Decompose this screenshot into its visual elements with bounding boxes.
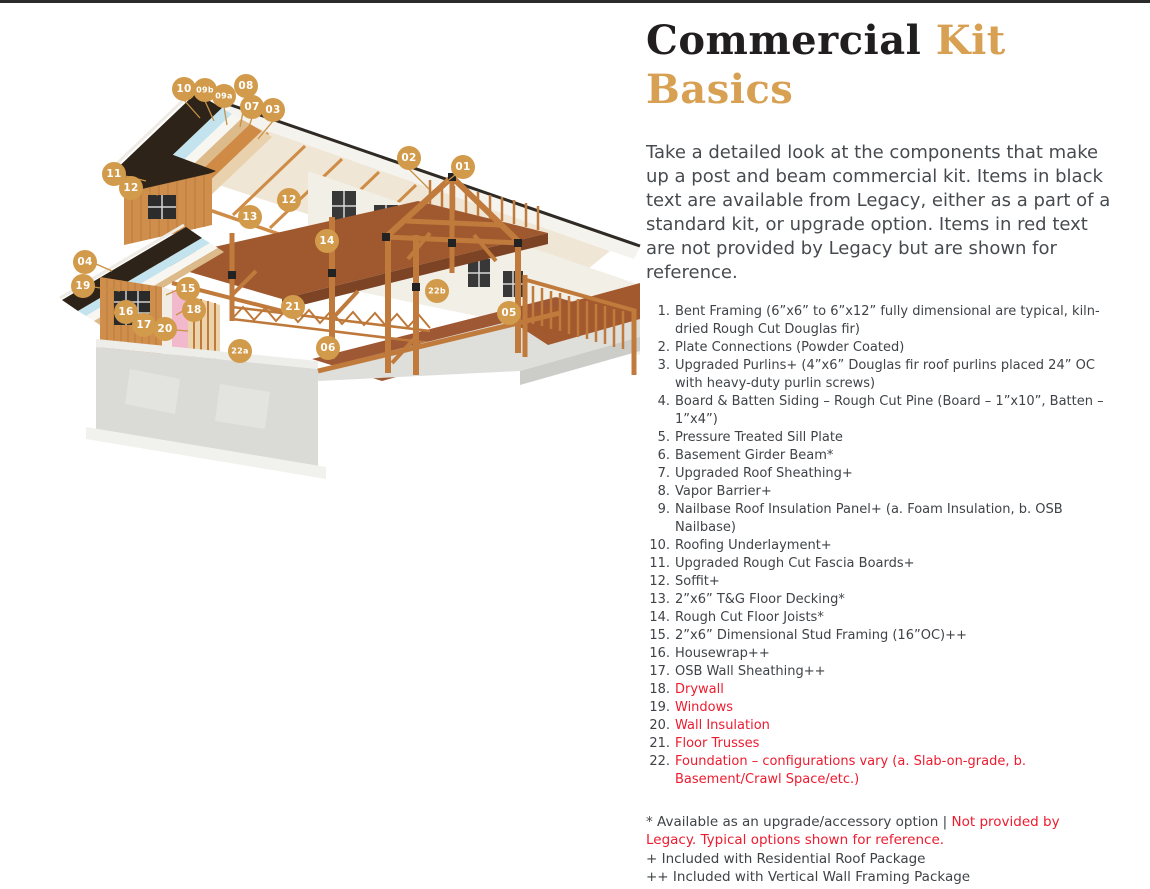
component-text: OSB Wall Sheathing++ (675, 663, 826, 679)
diagram-marker (132, 313, 156, 337)
component-list-item (646, 357, 1112, 393)
dormer-window (148, 195, 176, 219)
diagram-marker (497, 301, 521, 325)
diagram-marker (182, 298, 206, 322)
building-illustration (0, 19, 648, 489)
diagram-marker (212, 84, 236, 108)
component-number: 2. (657, 339, 670, 355)
svg-text:15: 15 (180, 283, 196, 295)
component-text: Windows (675, 699, 734, 715)
component-list-item (646, 681, 1112, 699)
footnotes (646, 813, 1112, 887)
diagram-marker (261, 98, 285, 122)
component-number: 8. (657, 483, 670, 499)
component-number: 21. (649, 735, 670, 751)
component-list-item (646, 573, 1112, 591)
component-text: Basement Girder Beam* (675, 447, 834, 463)
component-list-item (646, 735, 1112, 753)
component-text: Upgraded Purlins+ (4”x6” Douglas fir roof purlins placed 24” OC with heavy-duty purlin screws) (675, 357, 1095, 391)
component-number: 16. (649, 645, 670, 661)
svg-text:04: 04 (77, 256, 93, 268)
component-text: Upgraded Rough Cut Fascia Boards+ (675, 555, 915, 571)
component-number: 17. (649, 663, 670, 679)
svg-text:12: 12 (123, 182, 139, 194)
component-list-item (646, 753, 1112, 789)
foundation (86, 339, 326, 479)
component-list-item (646, 537, 1112, 555)
component-number: 14. (649, 609, 670, 625)
component-text: Nailbase Roof Insulation Panel+ (a. Foam Insulation, b. OSB Nailbase) (675, 501, 1063, 535)
svg-text:22b: 22b (428, 286, 446, 296)
footnote-roof-package: + Included with Residential Roof Package (646, 850, 926, 867)
article (646, 3, 1112, 887)
component-number: 15. (649, 627, 670, 643)
component-number: 5. (657, 429, 670, 445)
component-text: 2”x6” T&G Floor Decking* (675, 591, 845, 607)
footnote-wall-package: ++ Included with Vertical Wall Framing Package (646, 869, 971, 886)
component-list-item (646, 447, 1112, 465)
component-list-item (646, 555, 1112, 573)
svg-text:11: 11 (106, 168, 122, 180)
component-number: 3. (657, 357, 670, 373)
diagram-marker (240, 95, 264, 119)
component-number: 12. (649, 573, 670, 589)
svg-text:03: 03 (265, 104, 281, 116)
component-text: Drywall (675, 681, 724, 697)
component-number: 22. (649, 753, 670, 769)
window (468, 259, 490, 287)
diagram-marker (425, 279, 449, 303)
svg-text:10: 10 (176, 83, 192, 95)
diagram-marker (281, 295, 305, 319)
title-black-part: Commercial (646, 17, 922, 64)
svg-text:07: 07 (244, 101, 260, 113)
component-list-item (646, 609, 1112, 627)
diagram-marker (316, 336, 340, 360)
component-number: 20. (649, 717, 670, 733)
svg-text:20: 20 (157, 323, 173, 335)
component-list-item (646, 429, 1112, 447)
diagram-marker (234, 74, 258, 98)
component-list-item (646, 717, 1112, 735)
svg-text:19: 19 (75, 280, 91, 292)
svg-text:16: 16 (118, 306, 134, 318)
svg-text:13: 13 (242, 211, 258, 223)
component-number: 1. (657, 303, 670, 319)
component-list-item (646, 663, 1112, 681)
component-text: Plate Connections (Powder Coated) (675, 339, 905, 355)
svg-text:09b: 09b (196, 85, 214, 95)
diagram-marker (228, 339, 252, 363)
component-list-item (646, 483, 1112, 501)
component-number: 9. (657, 501, 670, 517)
component-text: Wall Insulation (675, 717, 770, 733)
diagram-marker (172, 77, 196, 101)
diagram-marker (73, 250, 97, 274)
component-text: Foundation – configurations vary (a. Slab-on-grade, b. Basement/Crawl Space/etc.) (675, 753, 1026, 787)
component-list-item (646, 501, 1112, 537)
footnote-upgrade-red: Not provided by Legacy. Typical options shown for reference. (646, 813, 1060, 849)
title-gold-part: Kit Basics (646, 17, 1006, 113)
component-text: Upgraded Roof Sheathing+ (675, 465, 853, 481)
component-text: Bent Framing (6”x6” to 6”x12” fully dimensional are typical, kiln-dried Rough Cut Douglas fir) (675, 303, 1100, 337)
component-number: 19. (649, 699, 670, 715)
diagram-marker (153, 317, 177, 341)
svg-text:18: 18 (186, 304, 202, 316)
diagram-marker (119, 176, 143, 200)
component-text: Vapor Barrier+ (675, 483, 772, 499)
diagram-marker (238, 205, 262, 229)
svg-text:05: 05 (501, 307, 517, 319)
svg-text:22a: 22a (231, 346, 249, 356)
component-text: Pressure Treated Sill Plate (675, 429, 843, 445)
svg-text:12: 12 (281, 194, 297, 206)
component-text: Soffit+ (675, 573, 720, 589)
svg-text:09a: 09a (215, 91, 233, 101)
component-list-item (646, 393, 1112, 429)
svg-text:21: 21 (285, 301, 301, 313)
svg-text:06: 06 (320, 342, 336, 354)
component-list-item (646, 339, 1112, 357)
footnote-upgrade (646, 813, 1112, 850)
component-list-item (646, 627, 1112, 645)
svg-text:02: 02 (401, 152, 417, 164)
component-text: Board & Batten Siding – Rough Cut Pine (Board – 1”x10”, Batten – 1”x4”) (675, 393, 1104, 427)
component-text: Roofing Underlayment+ (675, 537, 832, 553)
svg-text:14: 14 (319, 235, 335, 247)
svg-text:17: 17 (136, 319, 152, 331)
diagram-marker (277, 188, 301, 212)
component-number: 18. (649, 681, 670, 697)
component-text: 2”x6” Dimensional Stud Framing (16”OC)++ (675, 627, 967, 643)
component-list-item (646, 699, 1112, 717)
component-text: Housewrap++ (675, 645, 770, 661)
svg-text:08: 08 (238, 80, 254, 92)
component-text: Rough Cut Floor Joists* (675, 609, 824, 625)
component-text: Floor Trusses (675, 735, 760, 751)
svg-text:01: 01 (455, 161, 471, 173)
component-list-item (646, 645, 1112, 663)
diagram-marker (451, 155, 475, 179)
component-number: 13. (649, 591, 670, 607)
diagram-marker (176, 277, 200, 301)
component-list-item (646, 465, 1112, 483)
diagram-marker (397, 146, 421, 170)
diagram-marker (71, 274, 95, 298)
components-list (646, 303, 1112, 789)
component-number: 10. (649, 537, 670, 553)
diagram-marker (315, 229, 339, 253)
component-number: 7. (657, 465, 670, 481)
footnote-upgrade-black: * Available as an upgrade/accessory option | (646, 813, 952, 830)
component-number: 6. (657, 447, 670, 463)
component-number: 4. (657, 393, 670, 409)
component-number: 11. (649, 555, 670, 571)
intro-paragraph: Take a detailed look at the components that make up a post and beam commercial kit. Items in black text are available from Legacy, either as a part of a standard kit, or upgrade option. Items in red text are not provided by Legacy but are shown for reference. (646, 141, 1111, 283)
component-list-item (646, 303, 1112, 339)
page-title (646, 17, 1066, 115)
component-list-item (646, 591, 1112, 609)
